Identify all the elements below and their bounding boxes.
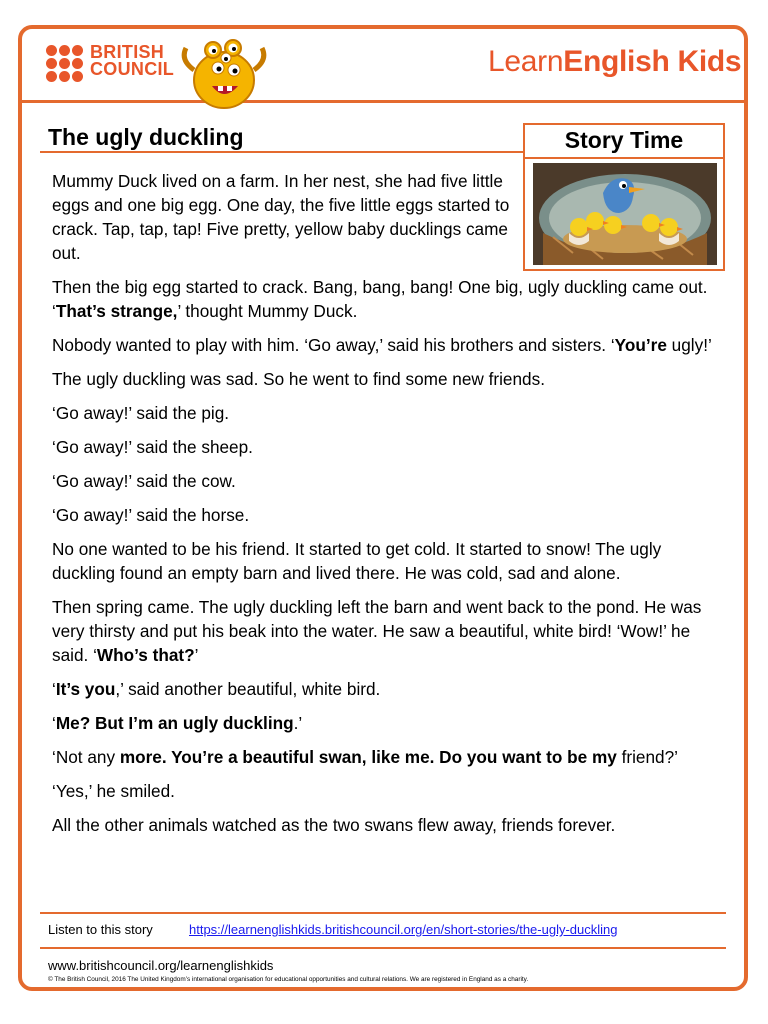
bold-text: Me? But I’m an ugly duckling [55,713,294,733]
text-run: ‘Go away!’ said the pig. [52,403,230,423]
story-paragraph [52,275,712,323]
story-body [52,169,712,847]
listen-bottom-divider [40,947,726,949]
text-run: ugly!’ [666,335,712,355]
story-paragraph [52,435,712,459]
text-run: No one wanted to be his friend. It started to get cold. It started to snow! The ugly duckling found an empty barn and lived there. He was cold, sad and alone. [52,539,662,583]
text-run: friend?’ [616,747,678,767]
story-audio-link[interactable]: https://learnenglishkids.britishcouncil.org/en/short-stories/the-ugly-duckling [189,922,618,937]
story-paragraph [52,595,712,667]
text-run: ‘Not any [52,747,120,767]
learnenglish-kids-logo: LearnEnglish Kids [488,45,742,78]
text-run: Nobody wanted to play with him. ‘Go away,’ said his brothers and sisters. ‘ [52,335,615,355]
story-paragraph [52,711,712,735]
story-paragraph [52,677,712,701]
story-paragraph [52,401,712,425]
bold-text: It’s you [55,679,116,699]
story-paragraph [52,503,712,527]
monster-mascot-icon [178,30,270,112]
story-paragraph [52,537,712,585]
text-run: ‘Go away!’ said the horse. [52,505,250,525]
title-underline [40,151,525,153]
listen-label: Listen to this story [48,922,153,937]
text-run: ‘ [52,713,56,733]
text-run: All the other animals watched as the two swans flew away, friends forever. [52,815,616,835]
story-paragraph [52,779,712,803]
text-run: Mummy Duck lived on a farm. In her nest, she had five little eggs and one big egg. One day, the five little eggs started to crack. Tap, tap, tap! Five pretty, yellow baby ducklings came out. [52,171,510,263]
listen-top-divider [40,912,726,914]
story-paragraph [52,813,712,837]
story-paragraph [52,745,712,769]
story-paragraph [52,333,712,357]
text-run: The ugly duckling was sad. So he went to find some new friends. [52,369,545,389]
story-paragraph [52,469,712,493]
british-council-logo-icon [46,45,86,83]
text-run: ‘Go away!’ said the cow. [52,471,236,491]
story-paragraph [52,367,712,391]
text-run: ‘Go away!’ said the sheep. [52,437,253,457]
story-title: The ugly duckling [48,124,244,150]
text-run: ’ [194,645,199,665]
footer-copyright: © The British Council, 2016 The United Kingdom’s international organisation for educational opportunities and cultural relations. We are registered in England as a charity. [48,976,529,983]
text-run: ‘Yes,’ he smiled. [52,781,175,801]
text-run: Then the big egg started to crack. Bang, bang, bang! One big, ugly duckling came out. ‘ [52,277,708,321]
header-divider [18,100,748,103]
text-run: Then spring came. The ugly duckling left the barn and went back to the pond. He was very thirsty and put his beak into the water. He saw a beautiful, white bird! ‘Wow!’ he said. ‘ [52,597,702,665]
bold-text: Who’s that? [96,645,195,665]
text-run: .’ [293,713,303,733]
story-time-label: Story Time [525,125,723,159]
british-council-wordmark: BRITISH COUNCIL [90,42,175,79]
text-run: ,’ said another beautiful, white bird. [115,679,381,699]
story-paragraph [52,169,514,265]
bold-text: more. You’re a beautiful swan, like me. Do you want to be my [119,747,617,767]
text-run: ’ thought Mummy Duck. [177,301,358,321]
bold-text: You’re [614,335,667,355]
text-run: ‘ [52,679,56,699]
footer-website: www.britishcouncil.org/learnenglishkids [48,958,274,973]
bold-text: That’s strange, [55,301,178,321]
